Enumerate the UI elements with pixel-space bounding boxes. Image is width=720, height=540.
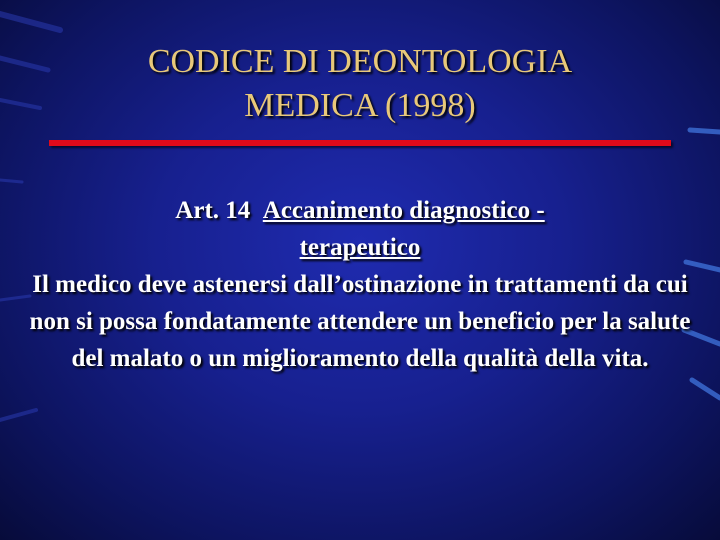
article-heading-line-2: terapeutico	[299, 234, 421, 261]
title-line-2: MEDICA (1998)	[244, 87, 476, 124]
title-divider	[49, 140, 671, 146]
article-paragraph: Il medico deve astenersi dall’ostinazione in trattamenti da cui non si possa fondatamente attendere un beneficio per la salute del malato o un miglioramento della qualità della vita.	[29, 271, 691, 372]
title-line-1: CODICE DI DEONTOLOGIA	[147, 43, 573, 80]
streak	[0, 410, 36, 420]
streak	[0, 14, 60, 30]
article-heading-line-1: Accanimento diagnostico -	[262, 197, 545, 224]
slide-body	[20, 192, 700, 377]
streak	[690, 130, 720, 132]
slide-title	[0, 40, 720, 128]
streak	[0, 180, 22, 182]
streak	[692, 380, 720, 398]
article-number: Art. 14	[175, 197, 251, 224]
article-line	[20, 192, 700, 229]
